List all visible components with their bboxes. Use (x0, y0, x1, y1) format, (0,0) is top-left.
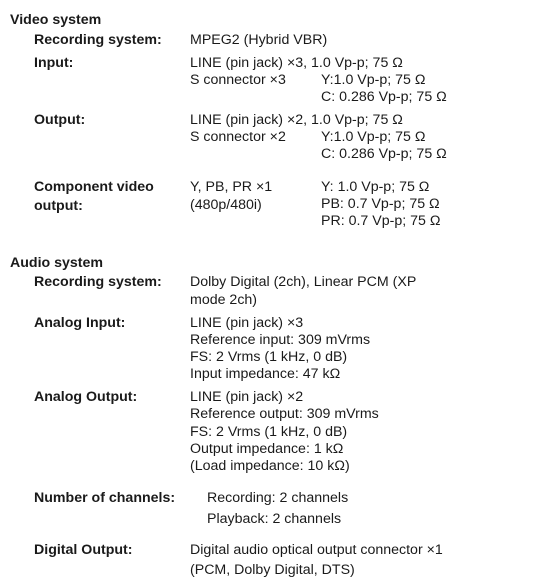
analog-output-line: LINE (pin jack) ×2 (190, 389, 304, 405)
analog-output-line: Output impedance: 1 kΩ (190, 441, 344, 457)
digital-output-line: (PCM, Dolby Digital, DTS) (190, 562, 355, 578)
analog-input-line: LINE (pin jack) ×3 (190, 315, 304, 331)
component-video-format: (480p/480i) (190, 197, 262, 213)
channels-line: Recording: 2 channels (207, 490, 349, 506)
audio-system-heading: Audio system (10, 255, 104, 271)
audio-recording-line2: mode 2ch) (190, 292, 258, 308)
video-input-line3b: C: 0.286 Vp-p; 75 Ω (321, 89, 447, 105)
digital-output-label: Digital Output: (34, 542, 133, 558)
component-video-connectors: Y, PB, PR ×1 (190, 179, 273, 195)
analog-output-label: Analog Output: (34, 389, 138, 405)
component-video-label: Component video (34, 179, 154, 195)
component-video-pb: PB: 0.7 Vp-p; 75 Ω (321, 196, 440, 212)
video-system-heading: Video system (10, 12, 102, 28)
component-video-pr: PR: 0.7 Vp-p; 75 Ω (321, 213, 441, 229)
analog-output-line: Reference output: 309 mVrms (190, 406, 379, 422)
analog-input-line: Reference input: 309 mVrms (190, 332, 371, 348)
channels-line: Playback: 2 channels (207, 511, 342, 527)
video-recording-label: Recording system: (34, 32, 162, 48)
video-input-line1: LINE (pin jack) ×3, 1.0 Vp-p; 75 Ω (190, 55, 403, 71)
component-video-label-2: output: (34, 198, 83, 214)
video-output-line1: LINE (pin jack) ×2, 1.0 Vp-p; 75 Ω (190, 112, 403, 128)
video-output-line2b: Y:1.0 Vp-p; 75 Ω (321, 129, 426, 145)
audio-recording-line1: Dolby Digital (2ch), Linear PCM (XP (190, 274, 417, 290)
analog-input-label: Analog Input: (34, 315, 126, 331)
audio-recording-label: Recording system: (34, 274, 162, 290)
video-output-line2a: S connector ×2 (190, 129, 286, 145)
video-output-label: Output: (34, 112, 86, 128)
component-video-y: Y: 1.0 Vp-p; 75 Ω (321, 179, 430, 195)
analog-output-line: (Load impedance: 10 kΩ) (190, 458, 350, 474)
video-input-line2b: Y:1.0 Vp-p; 75 Ω (321, 72, 426, 88)
analog-input-line: FS: 2 Vrms (1 kHz, 0 dB) (190, 349, 348, 365)
analog-input-line: Input impedance: 47 kΩ (190, 366, 341, 382)
analog-output-line: FS: 2 Vrms (1 kHz, 0 dB) (190, 424, 348, 440)
channels-label: Number of channels: (34, 490, 176, 506)
video-recording-value: MPEG2 (Hybrid VBR) (190, 32, 328, 48)
digital-output-line: Digital audio optical output connector ×1 (190, 542, 443, 558)
video-output-line3b: C: 0.286 Vp-p; 75 Ω (321, 146, 447, 162)
video-input-label: Input: (34, 55, 74, 71)
video-input-line2a: S connector ×3 (190, 72, 286, 88)
